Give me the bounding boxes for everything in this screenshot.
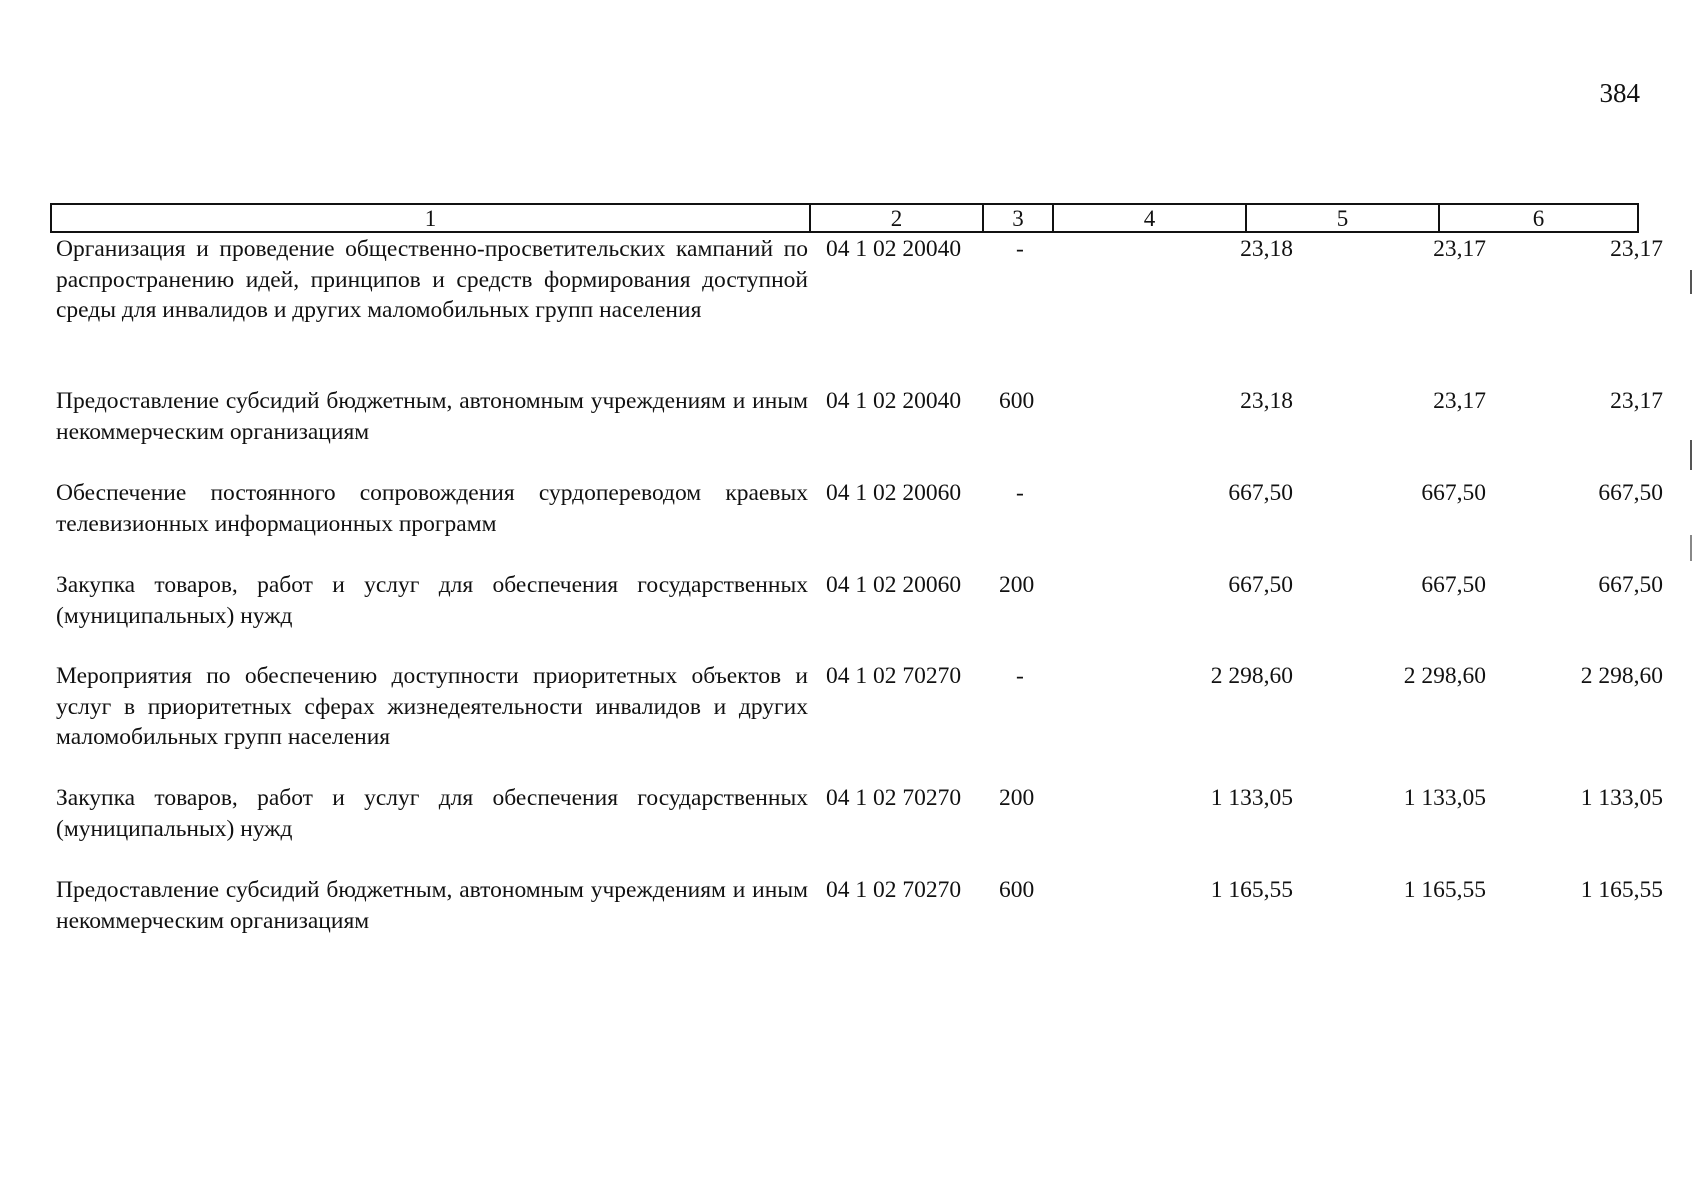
row-value-col6: 2 298,60 bbox=[1580, 663, 1663, 689]
table-row bbox=[50, 661, 1663, 783]
table-row bbox=[50, 783, 1663, 875]
row-kind: 200 bbox=[999, 572, 1035, 598]
row-value-col4: 23,18 bbox=[1240, 236, 1293, 262]
header-cell-5: 5 bbox=[1247, 205, 1440, 231]
header-cell-3: 3 bbox=[984, 205, 1054, 231]
row-value-col5: 667,50 bbox=[1421, 480, 1486, 506]
row-kind: - bbox=[1016, 663, 1024, 689]
row-kind: 200 bbox=[999, 785, 1035, 811]
row-kind: - bbox=[1016, 480, 1024, 506]
row-value-col6: 667,50 bbox=[1598, 480, 1663, 506]
table-row bbox=[50, 234, 1663, 386]
row-description: Мероприятия по обеспечению доступности приоритетных объектов и услуг в приоритетных сферах жизнедеятельности инвалидов и других маломобильных групп населения bbox=[56, 663, 808, 750]
row-description: Предоставление субсидий бюджетным, автономным учреждениям и иным некоммерческим организациям bbox=[56, 877, 808, 934]
row-value-col4: 23,18 bbox=[1240, 388, 1293, 414]
row-kind: 600 bbox=[999, 877, 1035, 903]
row-kind: - bbox=[1016, 236, 1024, 262]
row-code: 04 1 02 20060 bbox=[826, 572, 962, 598]
row-code: 04 1 02 70270 bbox=[826, 663, 962, 689]
row-description: Закупка товаров, работ и услуг для обеспечения государственных (муниципальных) нужд bbox=[56, 785, 808, 842]
header-cell-1: 1 bbox=[52, 205, 811, 231]
row-value-col6: 23,17 bbox=[1610, 236, 1663, 262]
scan-edge-mark bbox=[1690, 535, 1692, 561]
header-cell-6: 6 bbox=[1532, 206, 1545, 231]
row-value-col4: 1 165,55 bbox=[1210, 877, 1293, 903]
row-code: 04 1 02 20040 bbox=[826, 388, 962, 414]
row-description: Обеспечение постоянного сопровождения сурдопереводом краевых телевизионных информационных программ bbox=[56, 480, 808, 537]
row-value-col4: 667,50 bbox=[1228, 480, 1293, 506]
header-cell-4: 4 bbox=[1054, 205, 1247, 231]
table-row bbox=[50, 386, 1663, 478]
row-value-col4: 1 133,05 bbox=[1210, 785, 1293, 811]
row-code: 04 1 02 70270 bbox=[826, 877, 962, 903]
row-value-col5: 2 298,60 bbox=[1403, 663, 1486, 689]
row-value-col6: 667,50 bbox=[1598, 572, 1663, 598]
row-code: 04 1 02 70270 bbox=[826, 785, 962, 811]
table-row bbox=[50, 570, 1663, 661]
table-body bbox=[50, 234, 1663, 945]
page-number: 384 bbox=[1599, 78, 1640, 108]
scan-edge-mark bbox=[1690, 440, 1692, 470]
header-cell-2: 2 bbox=[811, 205, 984, 231]
row-kind: 600 bbox=[999, 388, 1035, 414]
scan-edge-mark bbox=[1690, 270, 1692, 294]
row-description: Закупка товаров, работ и услуг для обеспечения государственных (муниципальных) нужд bbox=[56, 572, 808, 629]
row-value-col5: 23,17 bbox=[1433, 388, 1486, 414]
table-row bbox=[50, 478, 1663, 570]
row-value-col5: 1 165,55 bbox=[1403, 877, 1486, 903]
row-value-col6: 1 165,55 bbox=[1580, 877, 1663, 903]
row-code: 04 1 02 20060 bbox=[826, 480, 962, 506]
row-value-col5: 23,17 bbox=[1433, 236, 1486, 262]
row-value-col5: 667,50 bbox=[1421, 572, 1486, 598]
row-description: Организация и проведение общественно-просветительских кампаний по распространению идей, принципов и средств формирования доступной среды для инвалидов и других маломобильных групп населения bbox=[56, 236, 808, 323]
row-value-col4: 2 298,60 bbox=[1210, 663, 1293, 689]
row-value-col4: 667,50 bbox=[1228, 572, 1293, 598]
row-value-col6: 23,17 bbox=[1610, 388, 1663, 414]
table-row bbox=[50, 875, 1663, 945]
row-code: 04 1 02 20040 bbox=[826, 236, 962, 262]
table-header bbox=[50, 203, 1639, 233]
row-value-col6: 1 133,05 bbox=[1580, 785, 1663, 811]
row-value-col5: 1 133,05 bbox=[1403, 785, 1486, 811]
row-description: Предоставление субсидий бюджетным, автономным учреждениям и иным некоммерческим организациям bbox=[56, 388, 808, 445]
